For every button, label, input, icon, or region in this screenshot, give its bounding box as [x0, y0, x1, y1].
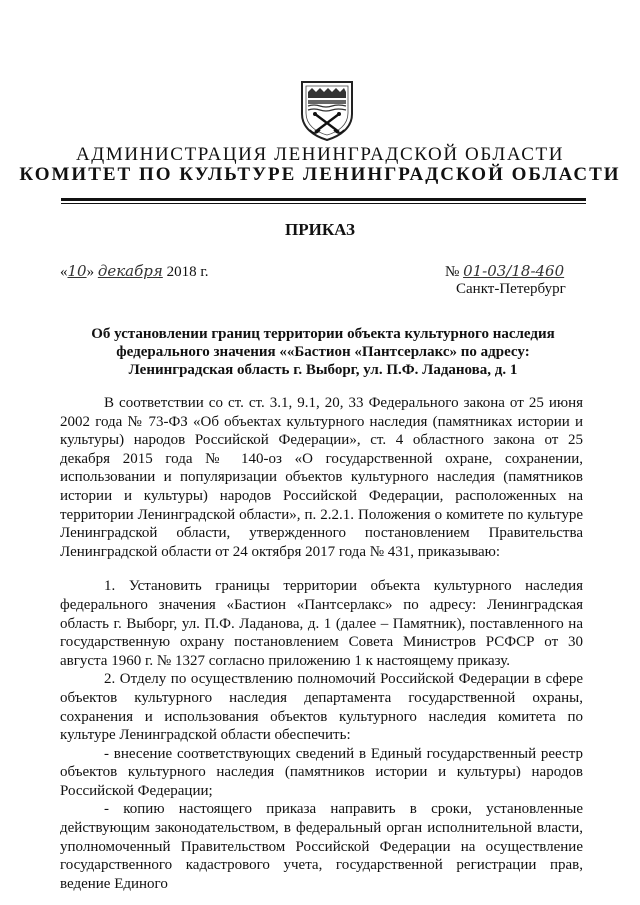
- body-paragraph-item2-bullet1: - внесение соответствующих сведений в Единый государственный реестр объектов культурного наследия (памятников истории и культуры) народов Российской Федерации;: [60, 745, 583, 799]
- org-name-line1: АДМИНИСТРАЦИЯ ЛЕНИНГРАДСКОЙ ОБЛАСТИ: [75, 144, 565, 165]
- coat-of-arms-icon: [298, 78, 356, 142]
- document-date: [60, 262, 209, 281]
- org-name-line2: КОМИТЕТ ПО КУЛЬТУРЕ ЛЕНИНГРАДСКОЙ ОБЛАСТИ: [19, 164, 621, 185]
- date-year: 2018 г.: [166, 264, 209, 280]
- document-body: [60, 394, 583, 893]
- header-divider-thick: [61, 198, 586, 201]
- document-subject: Об установлении границ территории объекта культурного наследия федерального значения ««Бастион «Пантсерлакс» по адресу: Ленинградская область г. Выборг, ул. П.Ф. Ладанова, д. 1: [91, 326, 555, 378]
- body-paragraph-item2-bullet2: - копию настоящего приказа направить в сроки, установленные действующим законодательством, в федеральный орган исполнительной власти, уполномоченный Правительством Российской Федерации на осуществление государственного кадастрового учета, государственной регистрации прав, ведение Единого: [60, 801, 583, 892]
- number-prefix: №: [445, 264, 460, 280]
- date-day: 10: [67, 262, 87, 280]
- body-paragraph-preamble: В соответствии со ст. ст. 3.1, 9.1, 20, 33 Федерального закона от 25 июня 2002 года № 73-ФЗ «Об объектах культурного наследия (памятниках истории и культуры) народов Российской Федерации», ст. 4 областного закона от 25 декабря 2015 года № 140-оз «О государственной охране, сохранении, использовании и популяризации объектов культурного наследия (памятников истории и культуры) народов Российской Федерации, расположенных на территории Ленинградской области», п. 2.2.1. Положения о комитете по культуре Ленинградской области, утвержденного постановлением Правительства Ленинградской области от 24 октября 2017 года № 431, приказываю:: [60, 395, 583, 560]
- header-divider-thin: [61, 203, 586, 204]
- date-month: декабря: [97, 262, 163, 280]
- number-value: 01-03/18-460: [463, 262, 565, 280]
- document-city: Санкт-Петербург: [456, 281, 566, 297]
- body-paragraph-item1: 1. Установить границы территории объекта культурного наследия федерального значения «Бастион «Пантсерлакс» по адресу: Ленинградская область г. Выборг, ул. П.Ф. Ладанова, д. 1 (далее – Памятник), поставленного на государственную охрану постановлением Совета Министров РСФСР от 30 августа 1960 г. № 1327 согласно приложению 1 к настоящему приказу.: [60, 578, 583, 669]
- document-number: [445, 262, 564, 281]
- document-type: ПРИКАЗ: [285, 220, 355, 239]
- date-open-quote: «: [60, 264, 68, 280]
- body-paragraph-item2: 2. Отделу по осуществлению полномочий Российской Федерации в сфере объектов культурного наследия департамента государственной охраны, сохранения и использования объектов культурного наследия комитета по культуре Ленинградской области обеспечить:: [60, 671, 583, 744]
- date-close-quote: »: [86, 264, 95, 280]
